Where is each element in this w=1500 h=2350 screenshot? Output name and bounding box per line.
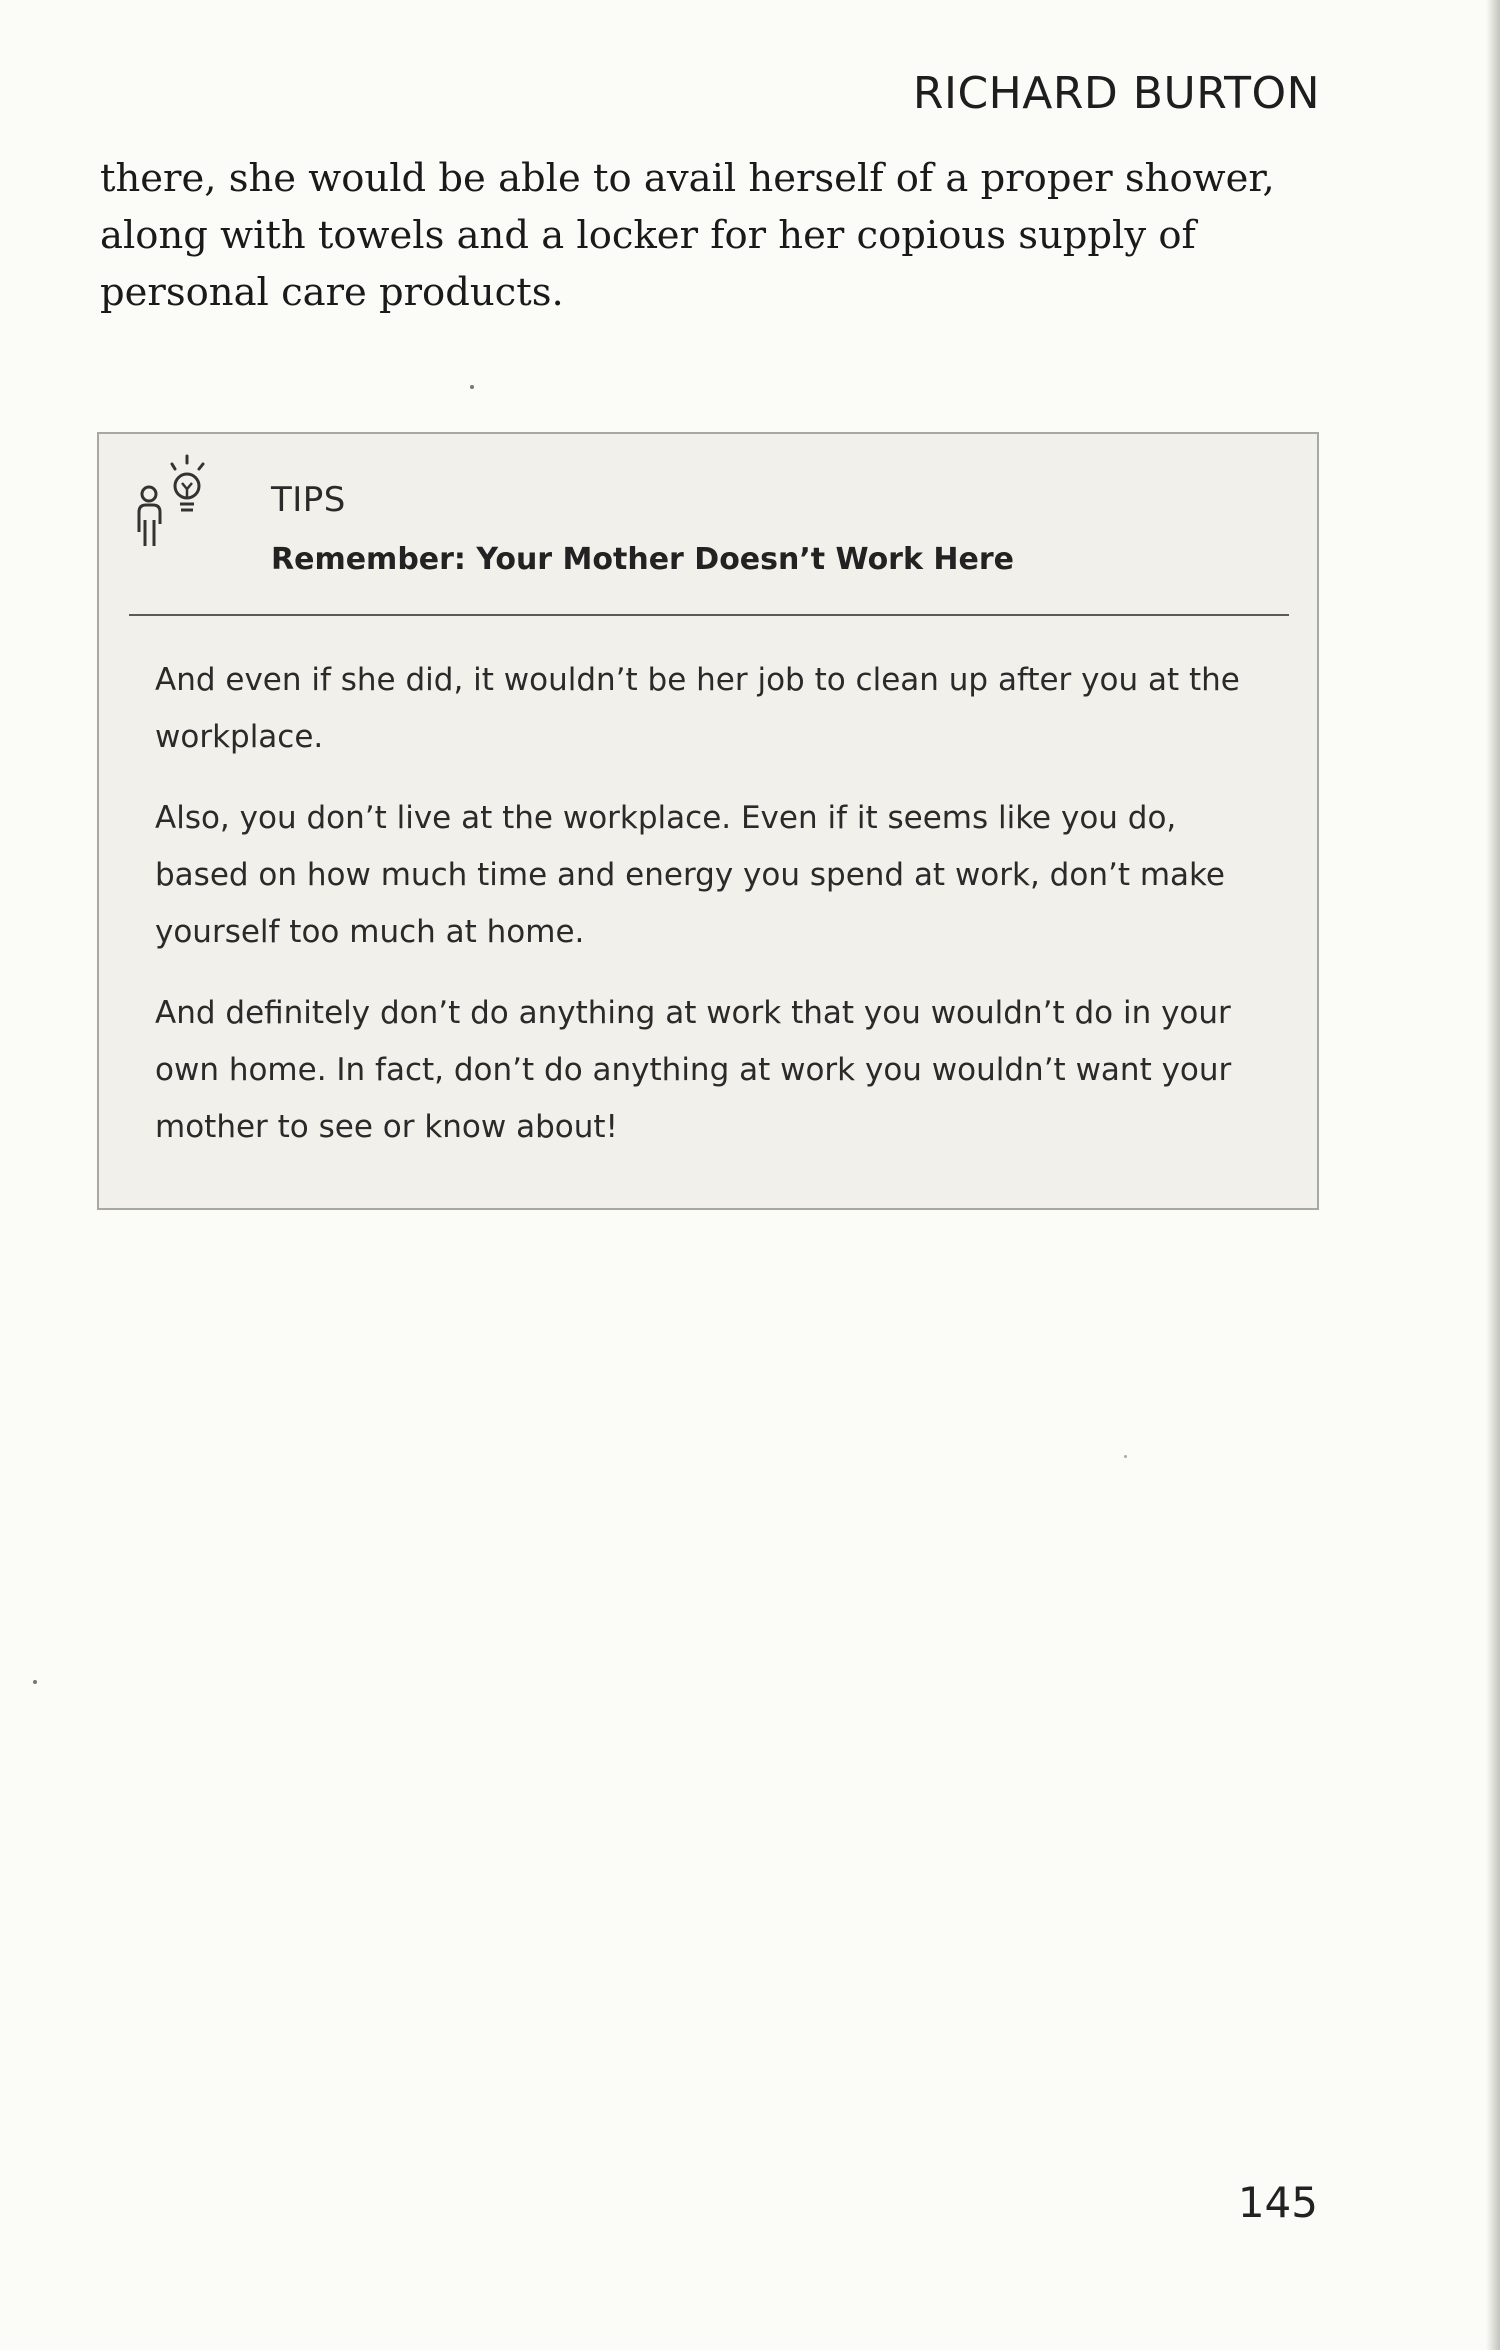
- tips-body: [155, 652, 1275, 1180]
- tips-paragraph: Also, you don’t live at the workplace. Even if it seems like you do, based on how much time and energy you spend at work, don’t make yourself too much at home.: [155, 800, 1225, 950]
- tips-label: TIPS: [271, 480, 346, 520]
- body-paragraph: there, she would be able to avail herself of a proper shower, along with towels and a locker for her copious supply of personal care products.: [100, 156, 1275, 315]
- person-lightbulb-icon: [135, 454, 221, 554]
- tips-paragraph: And even if she did, it wouldn’t be her job to clean up after you at the workplace.: [155, 662, 1240, 755]
- running-head: RICHARD BURTON: [912, 68, 1320, 119]
- page-edge-shadow: [1486, 0, 1500, 2350]
- print-speck: [470, 385, 474, 389]
- page-number: 145: [1237, 2178, 1318, 2227]
- tips-paragraph: And definitely don’t do anything at work that you wouldn’t do in your own home. In fact, don’t do anything at work you wouldn’t want your mother to see or know about!: [155, 995, 1232, 1145]
- tips-divider: [129, 614, 1289, 616]
- print-speck: [1124, 1455, 1127, 1458]
- tips-heading: Remember: Your Mother Doesn’t Work Here: [271, 542, 1014, 577]
- print-speck: [33, 1680, 37, 1684]
- tips-box: [97, 432, 1319, 1210]
